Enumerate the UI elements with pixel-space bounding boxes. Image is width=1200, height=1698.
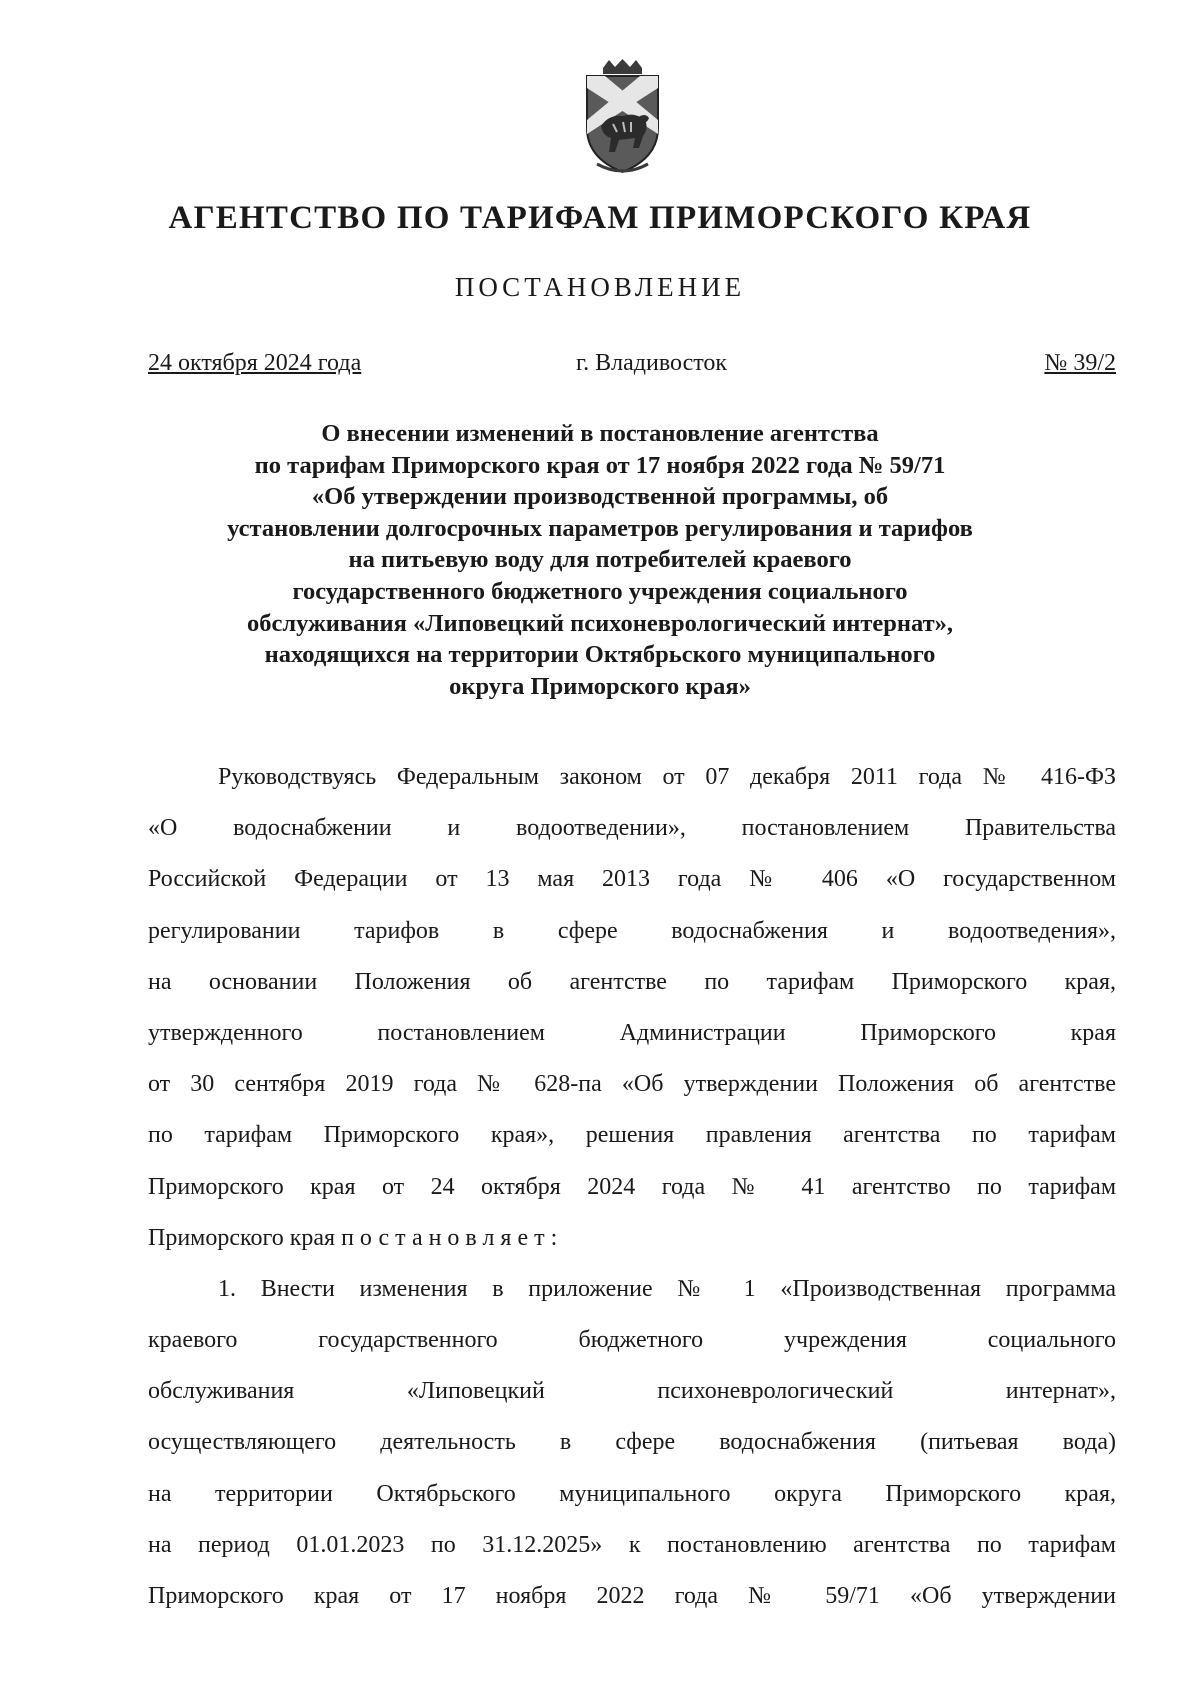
resolution-prefix: Приморского края — [148, 1224, 342, 1251]
body-line: Приморского края от 24 октября 2024 года № 41 агентство по тарифам — [148, 1173, 1116, 1200]
subject-line: установлении долгосрочных параметров регулирования и тарифов — [227, 514, 973, 542]
body-line-resolution — [148, 1213, 1116, 1264]
body-line: утвержденного постановлением Администрации Приморского края — [148, 1019, 1116, 1046]
organization-title: АГЕНТСТВО ПО ТАРИФАМ ПРИМОРСКОГО КРАЯ — [168, 200, 1032, 236]
subject-line: «Об утверждении производственной программы, об — [311, 483, 889, 511]
body-line: на территории Октябрьского муниципального округа Приморского края, — [148, 1480, 1116, 1507]
body-line: Приморского края от 17 ноября 2022 года № 59/71 «Об утверждении — [148, 1583, 1116, 1609]
body-line: Российской Федерации от 13 мая 2013 года № 406 «О государственном — [148, 866, 1116, 893]
body-line: на основании Положения об агентстве по тарифам Приморского края, — [148, 968, 1116, 995]
resolution-keyword: постановляет: — [341, 1224, 564, 1251]
document-subject — [150, 418, 1050, 702]
body-line: по тарифам Приморского края», решения правления агентства по тарифам — [148, 1122, 1116, 1149]
document-body — [148, 752, 1116, 1622]
coat-of-arms-icon — [575, 58, 670, 178]
body-line: краевого государственного бюджетного учреждения социального — [148, 1327, 1116, 1354]
subject-line: обслуживания «Липовецкий психоневрологический интернат», — [246, 609, 954, 637]
body-line: обслуживания «Липовецкий психоневрологический интернат», — [148, 1378, 1116, 1405]
subject-line: на питьевую воду для потребителей краевого — [348, 546, 852, 574]
subject-line: округа Приморского края» — [449, 672, 751, 700]
document-date: 24 октября 2024 года — [148, 350, 362, 376]
subject-line: находящихся на территории Октябрьского муниципального — [264, 641, 936, 669]
subject-line: государственного бюджетного учреждения социального — [292, 577, 908, 605]
body-line: «О водоснабжении и водоотведении», постановлением Правительства — [148, 815, 1116, 842]
subject-line: О внесении изменений в постановление агентства — [321, 420, 879, 447]
document-type: ПОСТАНОВЛЕНИЕ — [454, 272, 746, 302]
body-line: на период 01.01.2023 по 31.12.2025» к постановлению агентства по тарифам — [148, 1531, 1116, 1558]
body-line: регулировании тарифов в сфере водоснабжения и водоотведения», — [148, 917, 1116, 944]
body-line: от 30 сентября 2019 года № 628-па «Об утверждении Положения об агентстве — [148, 1071, 1116, 1098]
document-city: г. Владивосток — [576, 350, 728, 376]
document-number: № 39/2 — [1044, 350, 1116, 376]
document-meta-row — [148, 350, 1116, 384]
body-line: осуществляющего деятельность в сфере водоснабжения (питьевая вода) — [148, 1429, 1116, 1456]
body-line: 1. Внести изменения в приложение № 1 «Производственная программа — [218, 1275, 1116, 1302]
subject-line: по тарифам Приморского края от 17 ноября 2022 года № 59/71 — [254, 451, 946, 479]
body-line: Руководствуясь Федеральным законом от 07 декабря 2011 года № 416-ФЗ — [218, 764, 1116, 790]
